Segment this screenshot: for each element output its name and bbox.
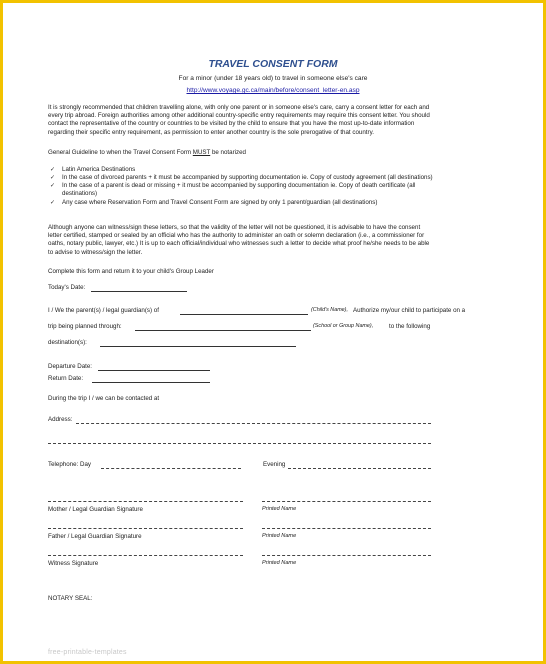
- mother-signature-label: Mother / Legal Guardian Signature: [48, 506, 143, 513]
- contacted-label: During the trip I / we can be contacted at: [48, 395, 160, 402]
- witness-line: Although anyone can witness/sign these letters, so that the validity of the letter will not be questioned, it is advisable to have the consent: [48, 224, 421, 231]
- checkmark-icon: ✓: [50, 166, 56, 173]
- telephone-day-field[interactable]: [101, 468, 241, 469]
- bullet-item: [50, 174, 500, 182]
- bullet-text: Latin America Destinations: [62, 166, 136, 173]
- address-label: Address:: [48, 416, 73, 423]
- intro-line: contact the representative of the country or countries to be visited by the child to ensure that you have the most up-to-date information: [48, 120, 415, 128]
- checkmark-icon: ✓: [50, 199, 56, 206]
- bullet-item: [50, 182, 500, 198]
- watermark-text: free-printable-templates: [48, 649, 127, 656]
- bullet-text: In the case of divorced parents + it must be accompanied by supporting documentation ie. Copy of custody agreement (all destinations): [62, 174, 433, 181]
- consent-form-page: [3, 3, 543, 661]
- witness-line: to advise to witness/sign the letter.: [48, 248, 143, 256]
- telephone-evening-label: Evening: [263, 461, 286, 468]
- departure-date-field[interactable]: [98, 370, 210, 371]
- bullet-line: destinations): [62, 190, 98, 198]
- destinations-field[interactable]: [100, 346, 296, 347]
- bullet-text: Any case where Reservation Form and Travel Consent Form are signed by only 1 parent/guardian (all destinations): [62, 199, 378, 206]
- school-name-field[interactable]: [135, 330, 311, 331]
- witness-signature-field[interactable]: [48, 555, 243, 556]
- intro-paragraph: [48, 104, 496, 137]
- childs-name-label: (Child's Name),: [311, 307, 348, 313]
- witness-printed-name-field[interactable]: [262, 555, 431, 556]
- school-label: (School or Group Name),: [313, 323, 374, 329]
- trip-label: trip being planned through:: [48, 323, 122, 330]
- address-field-line-2[interactable]: [48, 443, 431, 444]
- form-title: TRAVEL CONSENT FORM: [208, 58, 338, 70]
- bullet-item: [50, 199, 500, 207]
- return-date-label: Return Date:: [48, 375, 84, 382]
- father-printed-name-field[interactable]: [262, 528, 431, 529]
- guideline-must: MUST: [192, 149, 211, 156]
- intro-line: every trip abroad. Foreign authorities among other additional country-specific entry requirements may require this consent letter. You should: [48, 112, 430, 120]
- todays-date-label: Today's Date:: [48, 284, 86, 291]
- mother-printed-name-label: Printed Name: [262, 506, 297, 512]
- childs-name-field[interactable]: [180, 314, 308, 315]
- return-date-field[interactable]: [92, 382, 210, 383]
- authorize-text: Authorize my/our child to participate on a: [353, 307, 466, 314]
- bullet-item: [50, 166, 500, 174]
- notary-seal-label: NOTARY SEAL:: [48, 595, 93, 602]
- telephone-evening-field[interactable]: [288, 468, 431, 469]
- witness-line: letter certified, stamped or sealed by an official who has the authority to administer an oath or solemn declaration (i.e., a commissioner for: [48, 232, 425, 240]
- witness-signature-label: Witness Signature: [48, 560, 99, 567]
- guideline-heading: [48, 149, 246, 156]
- form-subtitle: For a minor (under 18 years old) to travel in someone else's care: [178, 75, 368, 82]
- mother-signature-field[interactable]: [48, 501, 243, 502]
- consent-letter-link[interactable]: http://www.voyage.gc.ca/main/before/consent_letter-en.asp: [186, 87, 360, 94]
- departure-date-label: Departure Date:: [48, 363, 93, 370]
- witness-printed-name-label: Printed Name: [262, 560, 297, 566]
- address-field-line-1[interactable]: [76, 423, 431, 424]
- parents-label: I / We the parent(s) / legal guardian(s) of: [48, 307, 159, 314]
- telephone-day-label: Telephone: Day: [48, 461, 91, 468]
- father-signature-label: Father / Legal Guardian Signature: [48, 533, 142, 540]
- checkmark-icon: ✓: [50, 174, 56, 181]
- witness-paragraph: [48, 224, 496, 257]
- destinations-label: destination(s):: [48, 339, 87, 346]
- father-printed-name-label: Printed Name: [262, 533, 297, 539]
- mother-printed-name-field[interactable]: [262, 501, 431, 502]
- intro-line: regarding their specific entry requirement, as permission to enter another country is the sole prerogative of that country.: [48, 128, 374, 136]
- todays-date-field[interactable]: [91, 291, 187, 292]
- to-following-text: to the following: [389, 323, 431, 330]
- witness-line: oaths, notary public, lawyer, etc.) It is up to each official/individual who witnesses such a letter to decide what proof he/she needs to be able: [48, 240, 430, 248]
- father-signature-field[interactable]: [48, 528, 243, 529]
- checkmark-icon: ✓: [50, 182, 56, 189]
- guideline-prefix: General Guideline to when the Travel Consent Form: [48, 149, 193, 156]
- bullet-line: In the case of a parent is dead or missing + it must be accompanied by supporting documentation ie. Copy of death certificate (all: [62, 182, 416, 189]
- bullet-text: [62, 182, 415, 198]
- intro-line: It is strongly recommended that children travelling alone, with only one parent or in someone else's care, carry a consent letter for each and: [48, 104, 430, 111]
- guideline-suffix: be notarized: [210, 149, 246, 156]
- complete-instruction: Complete this form and return it to your child's Group Leader: [48, 268, 214, 275]
